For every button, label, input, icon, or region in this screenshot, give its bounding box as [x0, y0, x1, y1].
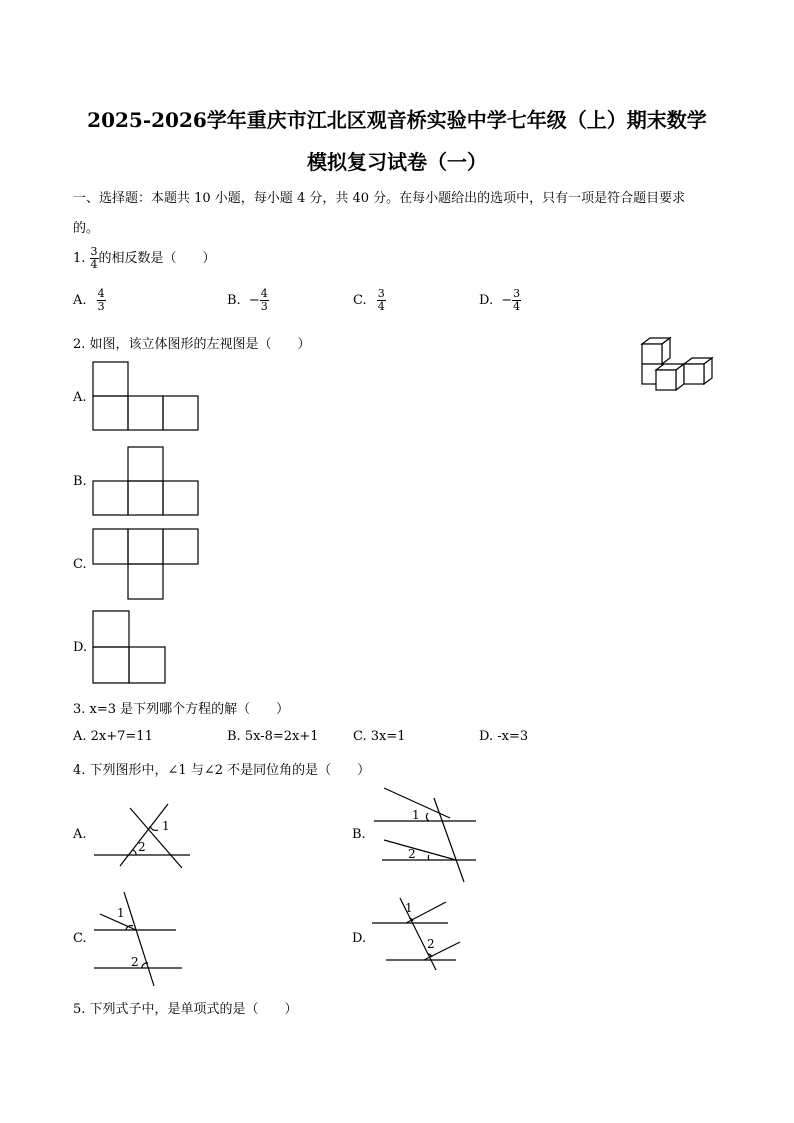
- q4-option-c-label: C.: [73, 931, 87, 946]
- q1-option-c: C. $\frac{3}{4}$: [353, 287, 385, 313]
- section-instructions: 一、选择题：本题共 10 小题，每小题 4 分，共 40 分。在每小题给出的选项中，只有一项是符合题目要求: [73, 191, 686, 206]
- q3-option-a: A. 2x+7=11: [73, 729, 153, 744]
- q1-option-b: B. − $\frac{4}{3}$: [227, 287, 268, 313]
- exam-title-line2: 模拟复习试卷（一）: [307, 150, 487, 174]
- q4-option-b-label: B.: [352, 827, 366, 842]
- angle-2-label: 2: [138, 840, 146, 854]
- q3-option-d: D. -x=3: [479, 729, 529, 744]
- angle-2-label: 2: [408, 847, 416, 861]
- q2-option-b-figure: [93, 447, 199, 517]
- question-2: 2. 如图，该立体图形的左视图是（ ）: [73, 337, 311, 352]
- question-1-number: 1.: [73, 251, 86, 266]
- question-5: 5. 下列式子中，是单项式的是（ ）: [73, 1002, 298, 1017]
- q2-option-b-label: B.: [73, 474, 87, 489]
- q2-option-a-figure: [93, 362, 199, 432]
- q3-option-b: B. 5x-8=2x+1: [227, 729, 319, 744]
- q2-option-c-label: C.: [73, 557, 87, 572]
- question-3: 3. x=3 是下列哪个方程的解（ ）: [73, 702, 290, 717]
- q1-option-d: D. − $\frac{3}{4}$: [479, 287, 521, 313]
- q2-option-d-figure: [93, 611, 167, 685]
- section-instructions-cont: 的。: [73, 221, 100, 236]
- angle-1-label: 1: [405, 901, 413, 915]
- q4-option-d-figure: [370, 890, 470, 980]
- q3-option-c: C. 3x=1: [353, 729, 406, 744]
- cube-stack-figure: [636, 336, 726, 398]
- question-1-fraction: $\frac{3}{4}$: [90, 245, 98, 271]
- q4-option-c-figure: [90, 890, 200, 990]
- q4-option-b-figure: [372, 786, 482, 886]
- exam-title-line1: 2025-2026学年重庆市江北区观音桥实验中学七年级（上）期末数学: [87, 108, 707, 132]
- angle-2-label: 2: [131, 955, 139, 969]
- angle-2-label: 2: [427, 937, 435, 951]
- q2-option-d-label: D.: [73, 640, 88, 655]
- q4-option-a-figure: [90, 800, 200, 870]
- angle-1-label: 1: [412, 808, 420, 822]
- angle-1-label: 1: [162, 819, 170, 833]
- q1-option-a: A. $\frac{4}{3}$: [73, 287, 105, 313]
- q2-option-a-label: A.: [73, 390, 87, 405]
- angle-1-label: 1: [117, 906, 125, 920]
- question-4: 4. 下列图形中，∠1 与∠2 不是同位角的是（ ）: [73, 763, 371, 778]
- q2-option-c-figure: [93, 529, 199, 601]
- question-1: [73, 246, 216, 271]
- q4-option-d-label: D.: [352, 931, 367, 946]
- question-1-text: 的相反数是（ ）: [98, 251, 216, 266]
- q4-option-a-label: A.: [73, 827, 87, 842]
